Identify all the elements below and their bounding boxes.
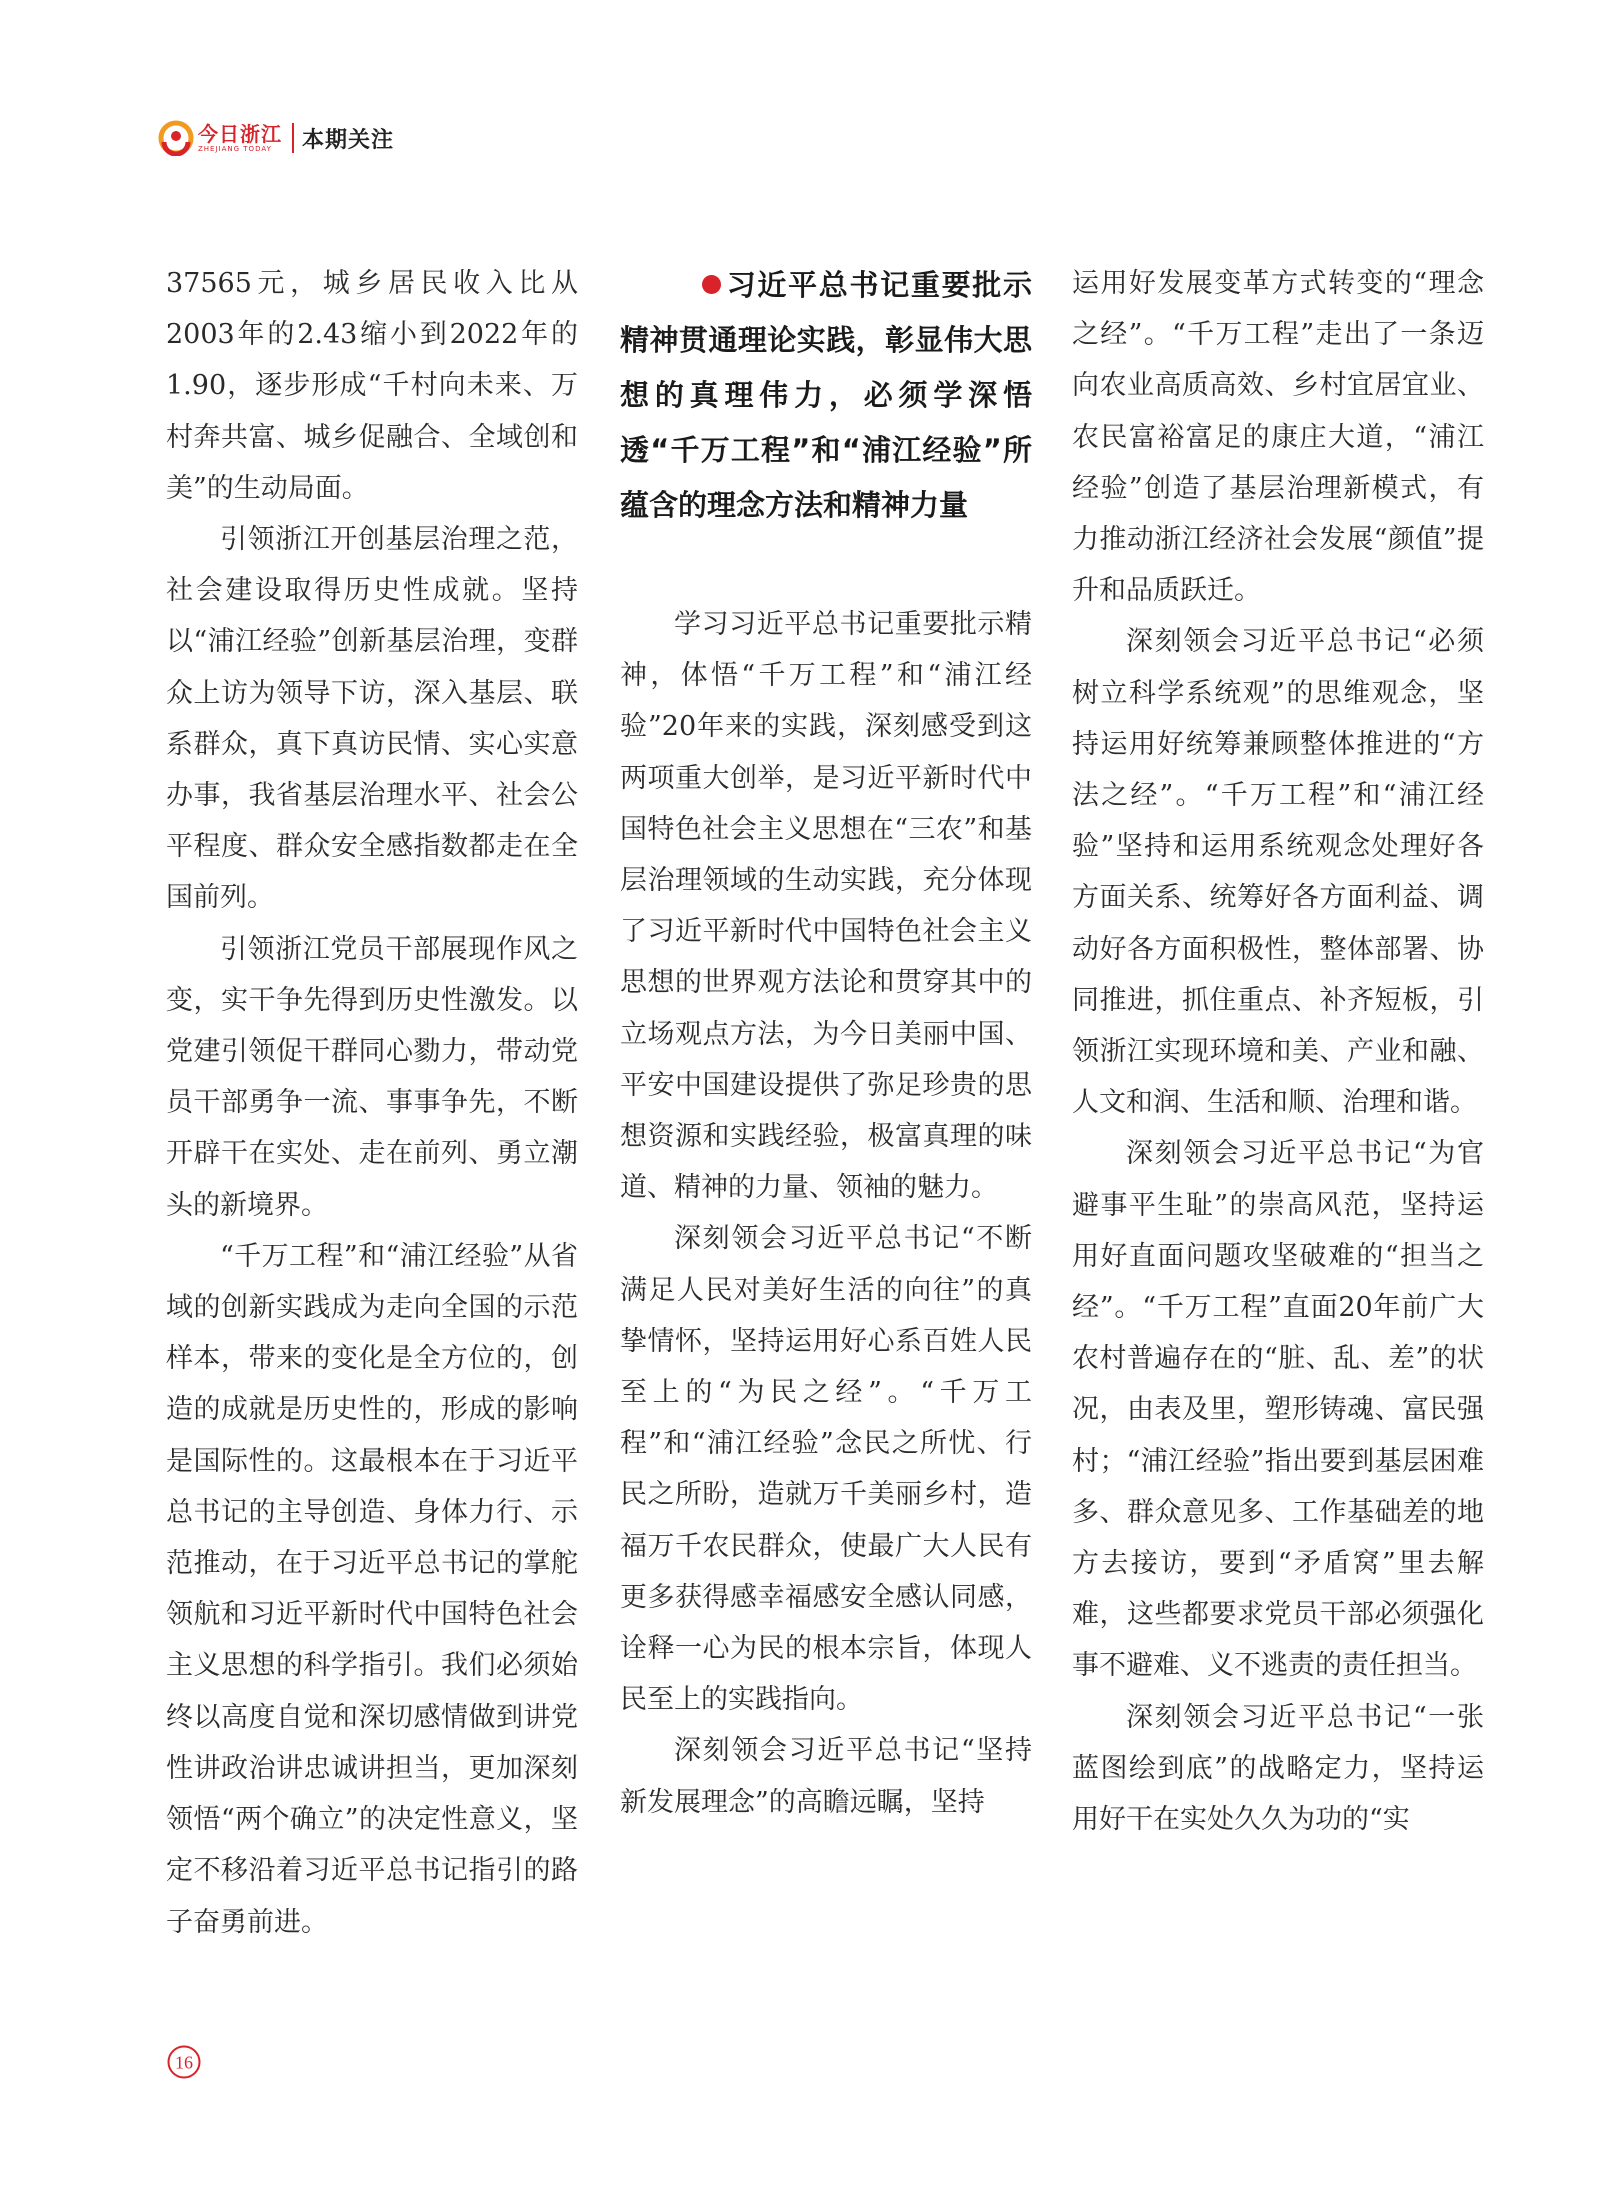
paragraph: 深刻领会习近平总书记“不断满足人民对美好生活的向往”的真挚情怀，坚持运用好心系百姓人民至上的“为民之经”。“千万工程”和“浦江经验”念民之所忧、行民之所盼，造就万千美丽乡村，造福万千农民群众，使最广大人民有更多获得感幸福感安全感认同感，诠释一心为民的根本宗旨，体现人民至上的实践指向。 [620,1223,1032,1716]
logo-subtext: ZHEJIANG TODAY [198,144,272,153]
subheading-text: 习近平总书记重要批示精神贯通理论实践，彰显伟大思想的真理伟力，必须学深悟透“千万工程”和“浦江经验”所蕴含的理念方法和精神力量 [620,268,1032,522]
column-2 [620,258,1032,1828]
paragraph: 运用好发展变革方式转变的“理念之经”。“千万工程”走出了一条迈向农业高质高效、乡村宜居宜业、农民富裕富足的康庄大道，“浦江经验”创造了基层治理新模式，有力推动浙江经济社会发展“颜值”提升和品质跃迁。 [1072,268,1484,607]
logo-text: 今日浙江 [198,121,282,146]
subheading [620,258,1032,533]
column-3 [1072,258,1484,1845]
paragraph: “千万工程”和“浦江经验”从省域的创新实践成为走向全国的示范样本，带来的变化是全方位的，创造的成就是历史性的，形成的影响是国际性的。这最根本在于习近平总书记的主导创造、身体力行、示范推动，在于习近平总书记的掌舵领航和习近平新时代中国特色社会主义思想的科学指引。我们必须始终以高度自觉和深切感情做到讲党性讲政治讲忠诚讲担当，更加深刻领悟“两个确立”的决定性意义，坚定不移沿着习近平总书记指引的路子奋勇前进。 [166,1240,578,1938]
red-bullet-icon [702,275,721,294]
page-number-text: 16 [175,2052,193,2073]
paragraph: 37565元，城乡居民收入比从2003年的2.43缩小到2022年的1.90，逐步形成“千村向未来、万村奔共富、城乡促融合、全域创和美”的生动局面。 [166,268,578,504]
zhejiang-today-logo [158,120,282,156]
header-divider [292,123,294,153]
paragraph: 学习习近平总书记重要批示精神，体悟“千万工程”和“浦江经验”20年来的实践，深刻感受到这两项重大创举，是习近平新时代中国特色社会主义思想在“三农”和基层治理领域的生动实践，充分体现了习近平新时代中国特色社会主义思想的世界观方法论和贯穿其中的立场观点方法，为今日美丽中国、平安中国建设提供了弥足珍贵的思想资源和实践经验，极富真理的味道、精神的力量、领袖的魅力。 [620,609,1032,1204]
page-header [158,116,394,160]
page-number [166,2044,202,2080]
paragraph: 深刻领会习近平总书记“一张蓝图绘到底”的战略定力，坚持运用好干在实处久久为功的“实 [1072,1701,1484,1836]
paragraph: 引领浙江党员干部展现作风之变，实干争先得到历史性激发。以党建引领促干群同心勠力，带动党员干部勇争一流、事事争先，不断开辟干在实处、走在前列、勇立潮头的新境界。 [166,933,578,1221]
section-title: 本期关注 [302,127,395,153]
logo-swirl-icon [158,120,194,156]
paragraph: 深刻领会习近平总书记“坚持新发展理念”的高瞻远瞩，坚持 [620,1735,1032,1818]
paragraph: 深刻领会习近平总书记“为官避事平生耻”的崇高风范，坚持运用好直面问题攻坚破难的“担当之经”。“千万工程”直面20年前广大农村普遍存在的“脏、乱、差”的状况，由表及里，塑形铸魂、富民强村；“浦江经验”指出要到基层困难多、群众意见多、工作基础差的地方去接访，要到“矛盾窝”里去解难，这些都要求党员干部必须强化事不避难、义不逃责的责任担当。 [1072,1138,1484,1682]
paragraph: 引领浙江开创基层治理之范，社会建设取得历史性成就。坚持以“浦江经验”创新基层治理，变群众上访为领导下访，深入基层、联系群众，真下真访民情、实心实意办事，我省基层治理水平、社会公平程度、群众安全感指数都走在全国前列。 [166,524,578,914]
paragraph: 深刻领会习近平总书记“必须树立科学系统观”的思维观念，坚持运用好统筹兼顾整体推进的“方法之经”。“千万工程”和“浦江经验”坚持和运用系统观念处理好各方面关系、统筹好各方面利益、调动好各方面积极性，整体部署、协同推进，抓住重点、补齐短板，引领浙江实现环境和美、产业和融、人文和润、生活和顺、治理和谐。 [1072,626,1484,1119]
column-1 [166,258,578,1948]
